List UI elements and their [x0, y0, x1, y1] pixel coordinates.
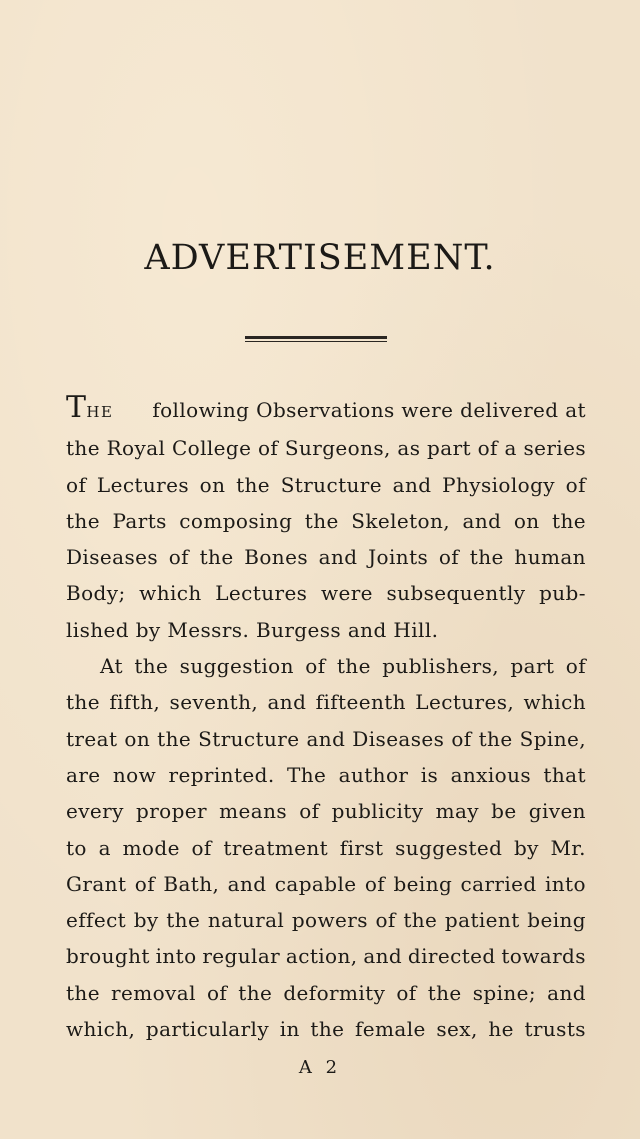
word: effect: [66, 908, 127, 933]
line-text: following Observations were delivered at: [152, 398, 586, 422]
word: and: [318, 545, 358, 570]
word: the: [238, 980, 273, 1005]
word: Skeleton,: [351, 508, 451, 533]
word: means: [219, 799, 288, 824]
word: being: [527, 908, 586, 933]
word: of: [451, 726, 472, 751]
word: the: [134, 654, 169, 679]
paragraph-2-line: [66, 902, 586, 938]
word: a: [98, 835, 111, 860]
word: every: [66, 799, 124, 824]
word: composing: [179, 508, 293, 533]
word: of: [134, 871, 155, 896]
word: reprinted.: [168, 762, 275, 787]
word: proper: [136, 799, 208, 824]
word: of: [305, 654, 326, 679]
word: towards: [501, 944, 586, 969]
word: be: [491, 799, 517, 824]
word: Diseases: [352, 726, 445, 751]
word: Structure: [280, 472, 382, 497]
word: of: [168, 545, 189, 570]
word: now: [112, 762, 157, 787]
word: action,: [285, 944, 358, 969]
word: author: [338, 762, 409, 787]
paragraph-2-line: [66, 975, 586, 1011]
word: subsequently: [386, 581, 526, 606]
word: and: [462, 508, 502, 533]
title-rule-thin: [245, 341, 387, 342]
word: pub-: [539, 581, 586, 606]
word: a: [504, 436, 517, 461]
word: directed: [407, 944, 496, 969]
drop-cap: T: [66, 390, 87, 425]
paragraph-2-line: [66, 1011, 586, 1047]
word: treat: [66, 726, 118, 751]
word: given: [528, 799, 586, 824]
paragraph-1-line: lished by Messrs. Burgess and Hill.: [66, 617, 439, 642]
word: on: [199, 472, 226, 497]
paragraph-2-line: [66, 757, 586, 793]
word: is: [420, 762, 439, 787]
word: the: [66, 980, 100, 1005]
word: the: [66, 436, 100, 461]
word: part: [510, 654, 555, 679]
word: of: [396, 980, 417, 1005]
word: particularly: [145, 1017, 270, 1042]
word: Mr.: [550, 835, 586, 860]
word: sex,: [436, 1017, 478, 1042]
opening-words: [66, 392, 113, 430]
word: of: [438, 545, 460, 570]
word: by: [133, 908, 159, 933]
word: which: [139, 581, 202, 606]
word: which,: [66, 1017, 136, 1042]
word: regular: [202, 944, 281, 969]
word: Physiology: [442, 472, 555, 497]
paragraph-1-line: [66, 503, 586, 539]
word: fifth,: [109, 690, 161, 715]
word: part: [427, 436, 471, 461]
word: of: [66, 472, 87, 497]
word: publicity: [331, 799, 424, 824]
word: the: [199, 545, 234, 570]
word: and: [267, 690, 307, 715]
word: Surgeons,: [284, 436, 391, 461]
word: Royal: [106, 436, 166, 461]
word: of: [565, 472, 586, 497]
paragraph-2-line: [66, 866, 586, 902]
word: of: [364, 871, 386, 896]
word: Diseases: [66, 545, 159, 570]
small-caps: HE: [86, 403, 114, 421]
word: of: [206, 980, 228, 1005]
word: being: [393, 871, 453, 896]
paragraph-2-line: [66, 793, 586, 829]
word: suggested: [395, 835, 503, 860]
word: he: [488, 1017, 514, 1042]
word: and: [363, 944, 403, 969]
paragraph-2-line: [66, 938, 586, 974]
word: first: [339, 835, 384, 860]
word: in: [279, 1017, 300, 1042]
word: spine;: [472, 980, 537, 1005]
signature-mark: A 2: [298, 1057, 342, 1078]
word: treatment: [223, 835, 329, 860]
word: of: [299, 799, 320, 824]
word: the: [552, 508, 586, 533]
word: suggestion: [179, 654, 294, 679]
word: of: [477, 436, 498, 461]
word: capable: [274, 871, 357, 896]
word: the: [66, 508, 100, 533]
paragraph-1-line: [66, 430, 586, 466]
paragraph-2-line: [66, 684, 586, 720]
word: were: [320, 581, 373, 606]
word: of: [565, 654, 586, 679]
word: may: [435, 799, 479, 824]
word: publishers,: [382, 654, 500, 679]
word: into: [155, 944, 197, 969]
paragraph-2-line: [66, 721, 586, 757]
body-text: [66, 392, 586, 1047]
word: the: [310, 1017, 345, 1042]
word: College: [171, 436, 252, 461]
word: deformity: [283, 980, 386, 1005]
word: powers: [291, 908, 368, 933]
word: Bones: [244, 545, 308, 570]
word: female: [354, 1017, 426, 1042]
paragraph-1-line: [66, 575, 586, 611]
word: the: [236, 472, 271, 497]
word: the: [427, 980, 462, 1005]
paragraph-2-line: [66, 830, 586, 866]
word: natural: [207, 908, 285, 933]
word: series: [523, 436, 586, 461]
word: of: [375, 908, 396, 933]
word: as: [397, 436, 421, 461]
word: and: [227, 871, 267, 896]
word: At: [100, 654, 123, 679]
word: by: [513, 835, 539, 860]
word: Bath,: [163, 871, 220, 896]
word: Lectures,: [415, 690, 515, 715]
paragraph-1-line-1: [66, 392, 586, 430]
word: Grant: [66, 871, 127, 896]
word: to: [66, 835, 87, 860]
word: the: [304, 508, 339, 533]
word: fifteenth: [315, 690, 406, 715]
word: carried: [460, 871, 537, 896]
paragraph-1-line: [66, 539, 586, 575]
title-rule-thick: [245, 336, 387, 339]
word: of: [191, 835, 212, 860]
word: seventh,: [169, 690, 259, 715]
word: the: [66, 690, 100, 715]
word: the: [336, 654, 371, 679]
word: of: [257, 436, 279, 461]
word: Structure: [198, 726, 300, 751]
word: removal: [111, 980, 196, 1005]
word: the: [403, 908, 438, 933]
word: human: [514, 545, 586, 570]
page-heading: ADVERTISEMENT.: [144, 238, 496, 278]
word: the: [166, 908, 201, 933]
word: patient: [444, 908, 520, 933]
word: on: [124, 726, 151, 751]
word: and: [306, 726, 346, 751]
word: are: [66, 762, 101, 787]
word: which: [523, 690, 586, 715]
word: Body;: [66, 581, 126, 606]
word: and: [547, 980, 586, 1005]
word: and: [392, 472, 432, 497]
word: that: [543, 762, 586, 787]
word: mode: [122, 835, 180, 860]
word: anxious: [450, 762, 532, 787]
word: brought: [66, 944, 150, 969]
word: into: [544, 871, 586, 896]
word: the: [478, 726, 513, 751]
word: Lectures: [215, 581, 308, 606]
word: trusts: [524, 1017, 586, 1042]
word: Lectures: [96, 472, 190, 497]
word: Spine,: [519, 726, 586, 751]
word: on: [513, 508, 540, 533]
paragraph-2-line: [66, 648, 586, 684]
word: The: [286, 762, 327, 787]
word: the: [157, 726, 192, 751]
word: Parts: [112, 508, 167, 533]
word: Joints: [368, 545, 429, 570]
paragraph-1-line: [66, 467, 586, 503]
word: the: [469, 545, 504, 570]
